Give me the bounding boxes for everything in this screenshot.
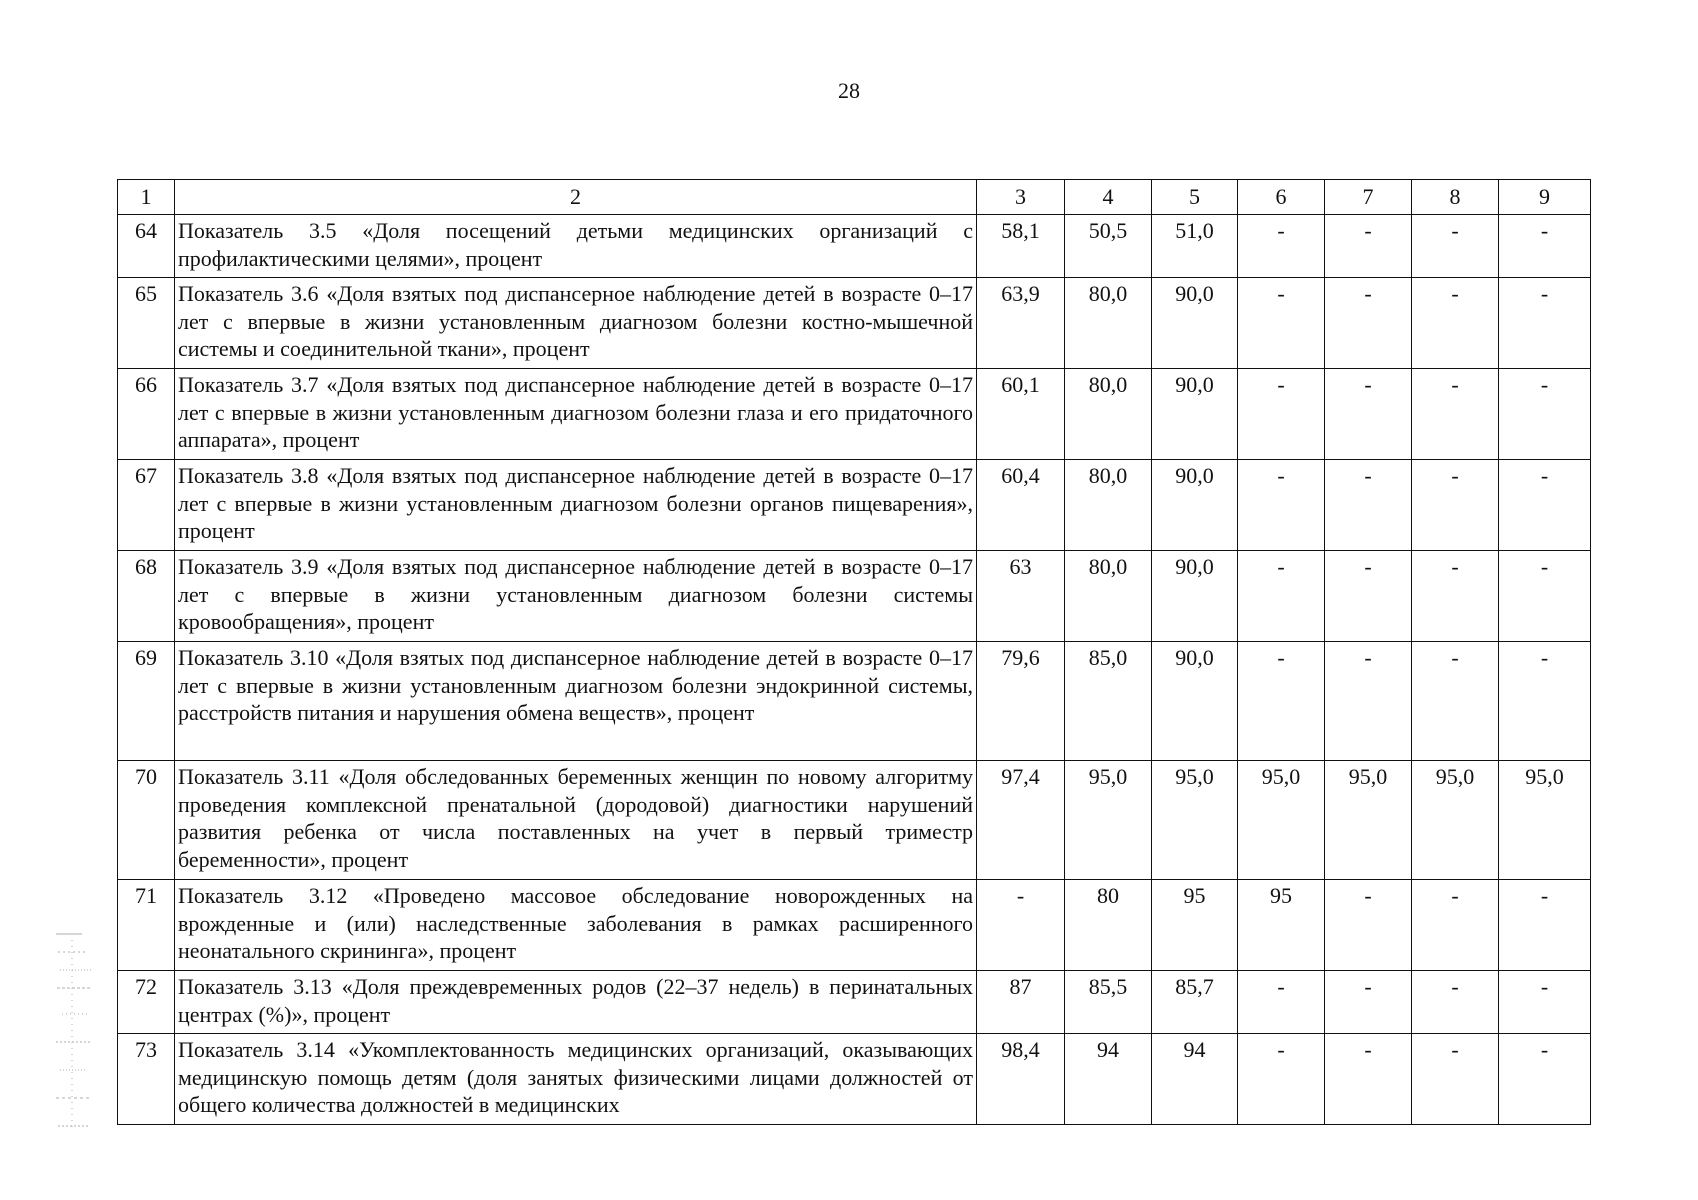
row-number: 72 xyxy=(118,971,175,1034)
table-row xyxy=(118,369,1591,460)
row-number: 67 xyxy=(118,460,175,551)
indicator-description: Показатель 3.14 «Укомплектованность медицинских организаций, оказывающих медицинскую помощь детям (доля занятых физическими лицами должностей от общего количества должностей в медицинских xyxy=(175,1034,977,1125)
indicator-description: Показатель 3.9 «Доля взятых под диспансерное наблюдение детей в возрасте 0–17 лет с впервые в жизни установленным диагнозом болезни системы кровообращения», процент xyxy=(175,551,977,642)
value-cell: 87 xyxy=(977,971,1065,1034)
column-header: 7 xyxy=(1325,180,1412,215)
value-cell: - xyxy=(1499,278,1591,369)
value-cell: 63,9 xyxy=(977,278,1065,369)
value-cell: 80,0 xyxy=(1065,460,1152,551)
row-number: 71 xyxy=(118,880,175,971)
value-cell: 50,5 xyxy=(1065,215,1152,278)
value-cell: 80,0 xyxy=(1065,551,1152,642)
value-cell: - xyxy=(1412,215,1499,278)
indicator-description: Показатель 3.6 «Доля взятых под диспансерное наблюдение детей в возрасте 0–17 лет с впервые в жизни установленным диагнозом болезни костно-мышечной системы и соединительной ткани», процент xyxy=(175,278,977,369)
value-cell: - xyxy=(1412,880,1499,971)
indicator-description: Показатель 3.13 «Доля преждевременных родов (22–37 недель) в перинатальных центрах (%)», процент xyxy=(175,971,977,1034)
value-cell: - xyxy=(1412,278,1499,369)
value-cell: 85,5 xyxy=(1065,971,1152,1034)
row-number: 68 xyxy=(118,551,175,642)
value-cell: 95,0 xyxy=(1325,761,1412,880)
table-row xyxy=(118,971,1591,1034)
table-body xyxy=(118,215,1591,1125)
row-number: 70 xyxy=(118,761,175,880)
value-cell: - xyxy=(1238,551,1325,642)
value-cell: - xyxy=(1238,642,1325,761)
column-header: 5 xyxy=(1152,180,1238,215)
column-header: 9 xyxy=(1499,180,1591,215)
value-cell: 90,0 xyxy=(1152,551,1238,642)
value-cell: - xyxy=(1412,369,1499,460)
value-cell: - xyxy=(1325,278,1412,369)
value-cell: - xyxy=(1238,215,1325,278)
value-cell: - xyxy=(1412,551,1499,642)
value-cell: 90,0 xyxy=(1152,642,1238,761)
column-header: 1 xyxy=(118,180,175,215)
value-cell: 80,0 xyxy=(1065,369,1152,460)
value-cell: 63 xyxy=(977,551,1065,642)
value-cell: 95,0 xyxy=(1499,761,1591,880)
column-header: 4 xyxy=(1065,180,1152,215)
row-number: 66 xyxy=(118,369,175,460)
value-cell: - xyxy=(1412,460,1499,551)
table-row xyxy=(118,460,1591,551)
table-header xyxy=(118,180,1591,215)
value-cell: 90,0 xyxy=(1152,460,1238,551)
value-cell: - xyxy=(1238,460,1325,551)
value-cell: - xyxy=(1499,369,1591,460)
indicator-description: Показатель 3.8 «Доля взятых под диспансерное наблюдение детей в возрасте 0–17 лет с впервые в жизни установленным диагнозом болезни органов пищеварения», процент xyxy=(175,460,977,551)
header-row xyxy=(118,180,1591,215)
value-cell: - xyxy=(977,880,1065,971)
table-row xyxy=(118,880,1591,971)
table-row xyxy=(118,215,1591,278)
table-row xyxy=(118,551,1591,642)
indicator-table xyxy=(117,179,1591,1125)
value-cell: - xyxy=(1325,880,1412,971)
value-cell: - xyxy=(1325,642,1412,761)
row-number: 73 xyxy=(118,1034,175,1125)
value-cell: - xyxy=(1412,971,1499,1034)
value-cell: - xyxy=(1499,880,1591,971)
value-cell: 95,0 xyxy=(1412,761,1499,880)
value-cell: 80 xyxy=(1065,880,1152,971)
value-cell: - xyxy=(1325,460,1412,551)
value-cell: 90,0 xyxy=(1152,369,1238,460)
value-cell: 95 xyxy=(1238,880,1325,971)
value-cell: - xyxy=(1238,278,1325,369)
value-cell: - xyxy=(1325,971,1412,1034)
indicator-description: Показатель 3.11 «Доля обследованных беременных женщин по новому алгоритму проведения комплексной пренатальной (дородовой) диагностики нарушений развития ребенка от числа поставленных на учет в первый триместр беременности», процент xyxy=(175,761,977,880)
value-cell: 60,1 xyxy=(977,369,1065,460)
value-cell: 98,4 xyxy=(977,1034,1065,1125)
value-cell: - xyxy=(1325,551,1412,642)
value-cell: - xyxy=(1499,460,1591,551)
value-cell: - xyxy=(1325,215,1412,278)
value-cell: - xyxy=(1499,642,1591,761)
indicator-description: Показатель 3.10 «Доля взятых под диспансерное наблюдение детей в возрасте 0–17 лет с впервые в жизни установленным диагнозом болезни эндокринной системы, расстройств питания и нарушения обмена веществ», процент xyxy=(175,642,977,761)
indicator-description: Показатель 3.7 «Доля взятых под диспансерное наблюдение детей в возрасте 0–17 лет с впервые в жизни установленным диагнозом болезни глаза и его придаточного аппарата», процент xyxy=(175,369,977,460)
value-cell: - xyxy=(1325,1034,1412,1125)
value-cell: 90,0 xyxy=(1152,278,1238,369)
value-cell: 95,0 xyxy=(1238,761,1325,880)
table-row xyxy=(118,761,1591,880)
column-header: 8 xyxy=(1412,180,1499,215)
value-cell: 58,1 xyxy=(977,215,1065,278)
row-number: 65 xyxy=(118,278,175,369)
value-cell: 95,0 xyxy=(1065,761,1152,880)
value-cell: 51,0 xyxy=(1152,215,1238,278)
page-number: 28 xyxy=(838,78,860,103)
table-row xyxy=(118,642,1591,761)
value-cell: 79,6 xyxy=(977,642,1065,761)
column-header: 3 xyxy=(977,180,1065,215)
indicator-description: Показатель 3.12 «Проведено массовое обследование новорожденных на врожденные и (или) наследственные заболевания в рамках расширенного неонатального скрининга», процент xyxy=(175,880,977,971)
column-header: 2 xyxy=(175,180,977,215)
value-cell: - xyxy=(1238,971,1325,1034)
value-cell: 97,4 xyxy=(977,761,1065,880)
column-header: 6 xyxy=(1238,180,1325,215)
value-cell: - xyxy=(1238,369,1325,460)
table-row xyxy=(118,1034,1591,1125)
scan-artifact xyxy=(52,930,96,1140)
value-cell: 94 xyxy=(1152,1034,1238,1125)
row-number: 69 xyxy=(118,642,175,761)
value-cell: 80,0 xyxy=(1065,278,1152,369)
value-cell: - xyxy=(1412,642,1499,761)
value-cell: - xyxy=(1499,551,1591,642)
indicator-description: Показатель 3.5 «Доля посещений детьми медицинских организаций с профилактическими целями», процент xyxy=(175,215,977,278)
value-cell: 95,0 xyxy=(1152,761,1238,880)
value-cell: - xyxy=(1325,369,1412,460)
value-cell: 94 xyxy=(1065,1034,1152,1125)
value-cell: - xyxy=(1412,1034,1499,1125)
value-cell: - xyxy=(1499,215,1591,278)
value-cell: 60,4 xyxy=(977,460,1065,551)
value-cell: - xyxy=(1499,1034,1591,1125)
value-cell: 95 xyxy=(1152,880,1238,971)
table-row xyxy=(118,278,1591,369)
value-cell: 85,7 xyxy=(1152,971,1238,1034)
value-cell: - xyxy=(1499,971,1591,1034)
value-cell: - xyxy=(1238,1034,1325,1125)
value-cell: 85,0 xyxy=(1065,642,1152,761)
row-number: 64 xyxy=(118,215,175,278)
